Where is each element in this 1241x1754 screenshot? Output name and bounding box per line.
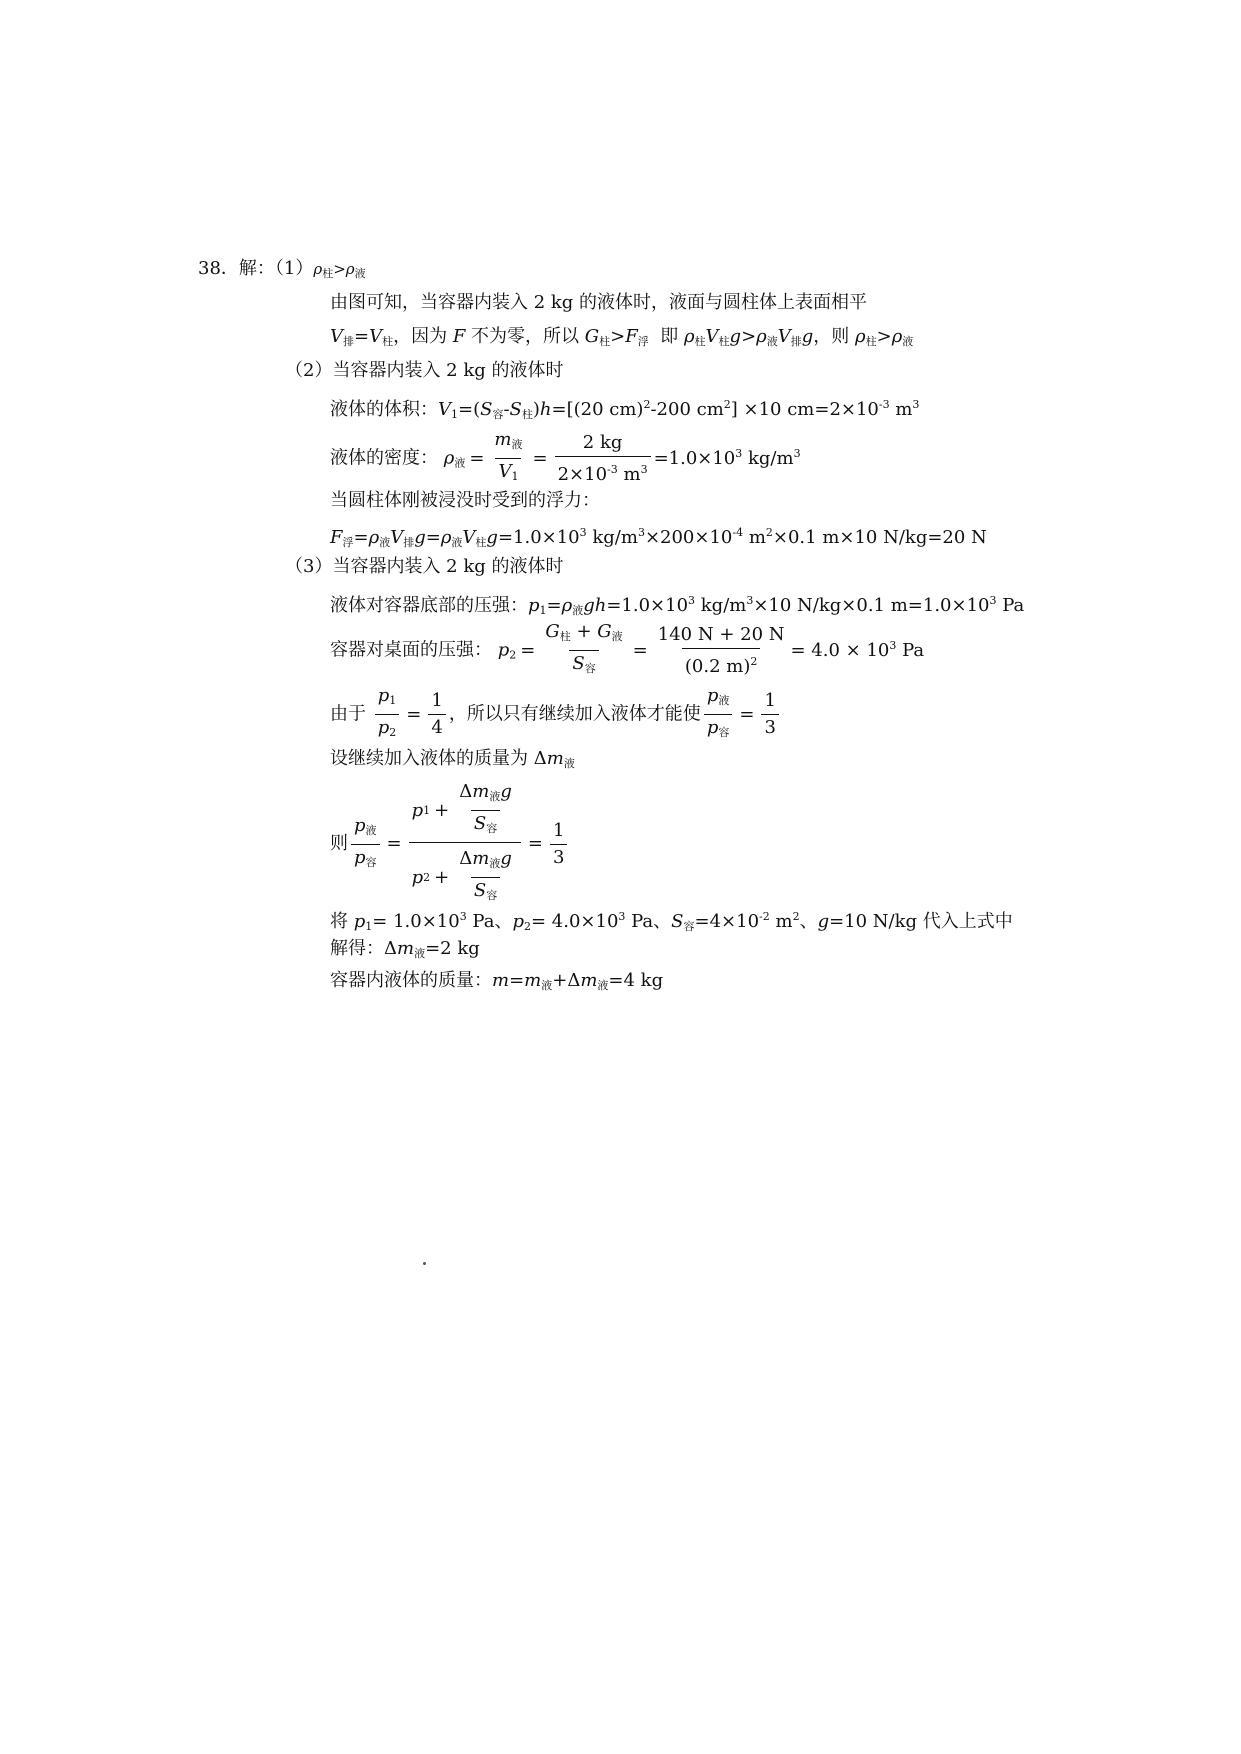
pressure-2-label: 容器对桌面的压强： <box>330 639 492 661</box>
density-fraction-2: $\frac{2 kg}{2\times 10^{-3} m^3}$ <box>555 431 651 487</box>
compound-fraction: p 1 + $\frac{\Delta m_液g}{S_容}$ p 2 + $\frac{\Delta m_液g}{S_容}$ <box>409 780 521 908</box>
pressure-1-label: 液体对容器底部的压强： <box>330 595 528 616</box>
solution-line: 解得：$\Delta m_液=2$ kg <box>330 938 480 960</box>
ratio-middle: ，所以只有继续加入液体才能使 <box>448 703 701 725</box>
ratio-prefix: 由于 <box>330 703 366 725</box>
question-heading: 38．解：（1） <box>198 258 314 279</box>
density-fraction-1: $\frac{m_液}{V_1}$ <box>491 428 525 489</box>
question-heading-line <box>198 258 366 285</box>
buoyancy-expression: $F_浮=\rho_液V_排g=\rho_液V_柱g=1.0\times 10^3$ $kg/m^3\times 200\times 10^{-4}$ $m^2\times 0.1$ m×10 N/kg=20 N <box>330 526 987 549</box>
density-line: 液体的密度： $\rho_液$ = $\frac{m_液}{V_1}$ = $\frac{2 kg}{2\times 10^{-3} m^3}$ $=1.0\times 10^3$ $kg/m^3$ <box>330 428 801 489</box>
liquid-over-container-fraction: $\frac{p_液}{p_容}$ <box>351 814 380 875</box>
substitution-line: 将 $p_1= 1.0\times 10^3$ Pa、$p_2= 4.0\times 10^3$ Pa、$S_容=4\times 10^{-2}$ $m^2$、g=10 N/kg 代入上式中 <box>330 910 1013 933</box>
part3-heading: （3）当容器内装入 2 kg 的液体时 <box>285 556 564 577</box>
reasoning-line-2: $V_排=V_柱$，因为 F 不为零，所以 $G_柱>F_浮$ 即 $\rho_柱V_柱g>\rho_液V_排g$，则 $\rho_柱>\rho_液$ <box>330 326 914 348</box>
final-answer-line: 容器内液体的质量：$m=m_液+\Delta m_液=4$ kg <box>330 970 664 992</box>
buoyancy-label: 当圆柱体刚被浸没时受到的浮力： <box>330 490 600 511</box>
pressure-1-line: 液体对容器底部的压强：$p_1=\rho_液gh=1.0\times 10^3$ $kg/m^3\times 10$ N/kg×0.1 $m=1.0\times 10^3$ Pa <box>330 594 1025 617</box>
compound-result-fraction: $\frac{1}{3}$ <box>550 819 567 870</box>
volume-label: 液体的体积： <box>330 399 438 420</box>
density-label: 液体的密度： <box>330 447 438 469</box>
pressure-2-fraction-1: $\frac{G_柱 + G_液}{S_容}$ <box>542 620 625 681</box>
reasoning-line-1: 由图可知，当容器内装入 2 kg 的液体时，液面与圆柱体上表面相平 <box>330 292 868 313</box>
pressure-2-line: 容器对桌面的压强： $p_2$ = $\frac{G_柱 + G_液}{S_容}$ = $\frac{140 N + 20 N}{(0.2 m)^2}$ = $4.0 \times 10^3$ Pa <box>330 620 924 681</box>
ratio-fraction-1-4: $\frac{1}{4}$ <box>428 689 445 740</box>
compound-equation: 则 $\frac{p_液}{p_容}$ = p 1 + $\frac{\Delta m_液g}{S_容}$ p 2 + $\frac{\Delta m_液g}{S_容}$ = $\frac{1}{3}$ <box>330 780 570 908</box>
ratio-fraction-p1-p2: $\frac{p_1}{p_2}$ <box>375 684 400 745</box>
ratio-line: 由于 $\frac{p_1}{p_2}$ = $\frac{1}{4}$ ，所以只有继续加入液体才能使 $\frac{p_液}{p_容}$ = $\frac{1}{3}$ <box>330 684 782 745</box>
scan-speck <box>423 1262 426 1265</box>
let-line: 设继续加入液体的质量为 $\Delta m_液$ <box>330 748 575 770</box>
then-prefix: 则 <box>330 833 348 854</box>
pressure-2-fraction-2: $\frac{140 N + 20 N}{(0.2 m)^2}$ <box>657 623 785 677</box>
ratio-fraction-pliq-pcont: $\frac{p_液}{p_容}$ <box>704 684 733 745</box>
part1-conclusion: $\rho_柱>\rho_液$ <box>313 260 366 280</box>
volume-line: 液体的体积：$V_1=(S_容-S_柱)h=[(20$ cm)$^2$-200 $cm^2] \times 10$ $cm=2\times 10^{-3}$ $m^3$ <box>330 398 920 421</box>
ratio-fraction-1-3: $\frac{1}{3}$ <box>761 689 778 740</box>
part2-heading: （2）当容器内装入 2 kg 的液体时 <box>285 360 564 381</box>
